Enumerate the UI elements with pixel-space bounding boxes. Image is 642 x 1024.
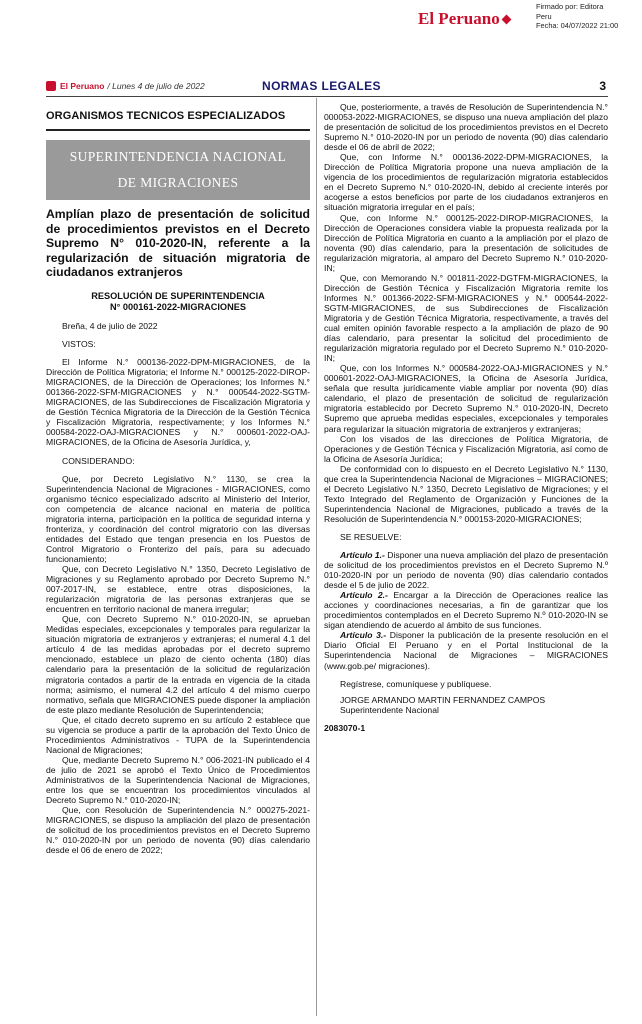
logo-mark-icon	[501, 14, 511, 24]
institution-line-2: DE MIGRACIONES	[117, 175, 239, 190]
considerando-label: CONSIDERANDO:	[62, 455, 135, 466]
paragraph: Que, mediante Decreto Supremo N.° 006-2021-IN publicado el 4 de julio de 2021 se aprobó el Texto Único de Procedimientos Administrativos de la Superintendencia Nacional de Migraciones, entre los que se encuentran los procedimientos vinculados al Decreto Supremo N.° 010-2020-IN;	[46, 754, 310, 806]
issue-date: / Lunes 4 de julio de 2022	[107, 81, 205, 91]
left-body	[46, 321, 310, 855]
publication-code: 2083070-1	[324, 722, 366, 733]
paragraph: Que, por Decreto Legislativo N.° 1130, se crea la Superintendencia Nacional de Migraciones - MIGRACIONES, como organismo técnico especializado adscrito al Ministerio del Interior, con competencia de alcance nacional en materia de política migratoria interna, participación en la política de seguridad interna y fronteriza, y coordinación del control migratorio con las diversas entidades del Estado que tengan presencia en los Puestos de Control Migratorio o Fronterizo del país, para su adecuado funcionamiento;	[46, 473, 310, 564]
paragraph: Que, con Memorando N.° 001811-2022-DGTFM-MIGRACIONES, la Dirección de Gestión Técnica y Fiscalización Migratoria remite los Informes N.° 001366-2022-SFM-MIGRACIONES y N.° 000544-2022-SGTM-MIGRACIONES, de sus Subdirecciones de Fiscalización Migratoria y de Gestión Técnica Migratoria, respectivamente, a través del cual emiten opinión favorable respecto a la ampliación de plazo de 90 días calendario, para presentar la solicitud del procedimiento de regularización migratoria regulado por el Decreto Supremo N.° 010-2020-IN;	[324, 272, 608, 364]
article-2-label: Artículo 2.-	[340, 590, 388, 601]
vistos-text: El Informe N.° 000136-2022-DPM-MIGRACIONES, de la Dirección de Política Migratoria; el Informe N.° 000125-2022-DIROP-MIGRACIONES, de la Dirección de Operaciones; los Informes N.° 001366-2022-SFM-MIGRACIONES y N.° 000544-2022-SGTM-MIGRACIONES, de las Subdirecciones de Fiscalización Migratoria y de Gestión Técnica Migratoria de la Dirección de la Gestión Técnica y Fiscalización Migratoria, respectivamente; y los Informes N.° 000584-2022-OAJ-MIGRACIONES y N.° 000601-2022-OAJ-MIGRACIONES, de la Oficina de Asesoría Jurídica, y,	[46, 357, 310, 448]
paragraph: Que, con Decreto Legislativo N.° 1350, Decreto Legislativo de Migraciones y su Reglamento aprobado por Decreto Supremo N.° 007-2017-IN, se establece, entre otras disposiciones, la regularización migratoria de las personas extranjeras que se encuentren en territorio nacional de manera irregular;	[46, 563, 310, 615]
logo-text: El Peruano	[418, 9, 500, 28]
institution-line-1: SUPERINTENDENCIA NACIONAL	[69, 149, 287, 164]
resolution-line-1: RESOLUCIÓN DE SUPERINTENDENCIA	[91, 291, 265, 301]
article-2-text: Encargar a la Dirección de Operaciones realice las acciones y coordinaciones necesarias, a fin de garantizar que los procedimientos contemplados en el Decreto Supremo N.º 010-2020-IN se sigan atendiendo de acuerdo al ámbito de sus funciones.	[324, 590, 609, 631]
paragraph: De conformidad con lo dispuesto en el Decreto Legislativo N.° 1130, que crea la Superintendencia Nacional de Migraciones – MIGRACIONES; el Decreto Legislativo N.° 1350, Decreto Legislativo de Migraciones; y el Texto Integrado del Reglamento de Organización y Funciones de la Superintendencia Nacional de Migraciones, publicado a través de la Resolución de Superintendencia N.° 000153-2020-MIGRACIONES;	[324, 463, 608, 524]
closing-formula: Regístrese, comuníquese y publíquese.	[340, 678, 492, 689]
section-name: NORMAS LEGALES	[262, 79, 381, 93]
section-title: ORGANISMOS TECNICOS ESPECIALIZADOS	[46, 110, 286, 122]
paragraph: Que, con Informe N.° 000136-2022-DPM-MIGRACIONES, la Dirección de Política Migratoria propone una nueva ampliación de la vigencia de los procedimientos de regularización migratoria establecidos en el Decreto Supremo N.° 010-2020-IN, debido al creciente interés por acogerse a estos beneficios por parte de los ciudadanos extranjeros en situación migratoria irregular en el país;	[324, 152, 608, 213]
article-1-label: Artículo 1.-	[340, 550, 385, 561]
paragraph: Que, con Informe N.° 000125-2022-DIROP-MIGRACIONES, la Dirección de Operaciones considera viable la propuesta realizada por la Dirección de Política Migratoria en cuanto a la ampliación por el plazo de noventa (90) días calendario, para la presentación de solicitudes de regularización migratoria, al amparo del Decreto Supremo N.° 010-2020-IN;	[324, 212, 608, 273]
paragraph: Con los visados de las direcciones de Política Migratoria, de Operaciones y de Gestión Técnica y Fiscalización Migratoria, así como de la Oficina de Asesoría Jurídica;	[324, 433, 608, 464]
paragraph: Que, el citado decreto supremo en su artículo 2 establece que su vigencia se produce a partir de la aprobación del Texto Único de Procedimientos Administrativos - TUPA de la Superintendencia Nacional de Migraciones;	[46, 714, 310, 755]
headline: Amplían plazo de presentación de solicitud de procedimientos previstos en el Decreto Supremo N° 010-2020-IN, referente a la regularización de situación migratoria de ciudadanos extranjeros	[46, 207, 310, 279]
paragraph: Que, con Decreto Supremo N.° 010-2020-IN, se aprueban Medidas especiales, excepcionales y temporales para regularizar la situación migratoria de extranjeros y extranjeras; el numeral 4.1 del artículo 4 de las medidas aprobadas por el decreto supremo mencionado, establece un plazo de ciento ochenta (180) días calendario para la presentación de la solicitud de regularización migratoria contados a partir de la entrada en vigencia de la citada norma; asimismo, el numeral 4.2 del artículo 4 del mismo cuerpo normativo, señala que MIGRACIONES puede disponer la ampliación de este plazo mediante Resolución de Superintendencia;	[46, 614, 310, 715]
header-divider	[46, 96, 608, 97]
article-1-text: Disponer una nueva ampliación del plazo de presentación de solicitud de los procedimientos previstos en el Decreto Supremo N.º 010-2020-IN por un periodo de noventa (90) días calendario contados desde el 5 de julio de 2022.	[324, 550, 608, 591]
paragraph: Que, posteriormente, a través de Resolución de Superintendencia N.° 000053-2022-MIGRACIONES, se dispuso una nueva ampliación del plazo de presentación de solicitud de los procedimientos previstos en el Decreto Supremo N.° 010-2020-IN por un periodo de noventa (90) días calendario desde el 06 de abril de 2022;	[324, 102, 608, 153]
paragraph: Que, con los Informes N.° 000584-2022-OAJ-MIGRACIONES y N.° 000601-2022-OAJ-MIGRACIONES, la Oficina de Asesoría Jurídica, señala que resulta jurídicamente viable ampliar por noventa (90) días calendario, el plazo de presentación de solicitud de regularización migratoria establecido por Decreto Supremo N.° 010-2020-IN, Decreto Supremo que aprueba medidas especiales, excepcionales y temporales para regularizar la situación migratoria de extranjeros y extranjeras;	[324, 363, 608, 434]
institution-banner	[46, 140, 310, 200]
page-number: 3	[599, 79, 606, 93]
page-header	[46, 78, 608, 94]
right-body	[324, 102, 608, 733]
paragraph: Que, con Resolución de Superintendencia N.° 000275-2021-MIGRACIONES, se dispuso la ampliación del plazo de presentación de solicitud de los procedimientos previstos en el Decreto Supremo N.° 010-2020-IN por un periodo de noventa (90) días calendario desde el 06 de enero de 2022;	[46, 805, 310, 856]
newspaper-name: El Peruano	[60, 81, 105, 91]
signature-line-3: Fecha: 04/07/2022 21:00	[536, 21, 619, 30]
place-date: Breña, 4 de julio de 2022	[62, 321, 158, 331]
el-peruano-logo	[418, 6, 528, 32]
signer-title: Superintendente Nacional	[340, 704, 439, 715]
resolution-title	[46, 291, 310, 313]
article-3-label: Artículo 3.-	[340, 630, 387, 641]
signer-name: JORGE ARMANDO MARTIN FERNANDEZ CAMPOS	[340, 694, 546, 705]
article-3-text: Disponer la publicación de la presente resolución en el Diario Oficial El Peruano y en el Portal Institucional de la Superintendencia Nacional de Migraciones – MIGRACIONES (www.gob.pe/ migraciones).	[324, 630, 608, 671]
vistos-label: VISTOS:	[62, 339, 96, 350]
resolution-number: N° 000161-2022-MIGRACIONES	[110, 302, 246, 312]
article-1	[324, 550, 608, 590]
article-2	[324, 590, 608, 630]
signature-line-2: Peru	[536, 11, 552, 21]
article-3	[324, 630, 608, 670]
column-divider	[316, 98, 317, 1016]
section-divider	[46, 129, 310, 131]
se-resuelve-label: SE RESUELVE:	[340, 531, 402, 542]
digital-signature	[536, 2, 640, 31]
signature-line-1: Firmado por: Editora	[536, 2, 604, 11]
flag-icon	[46, 81, 56, 91]
